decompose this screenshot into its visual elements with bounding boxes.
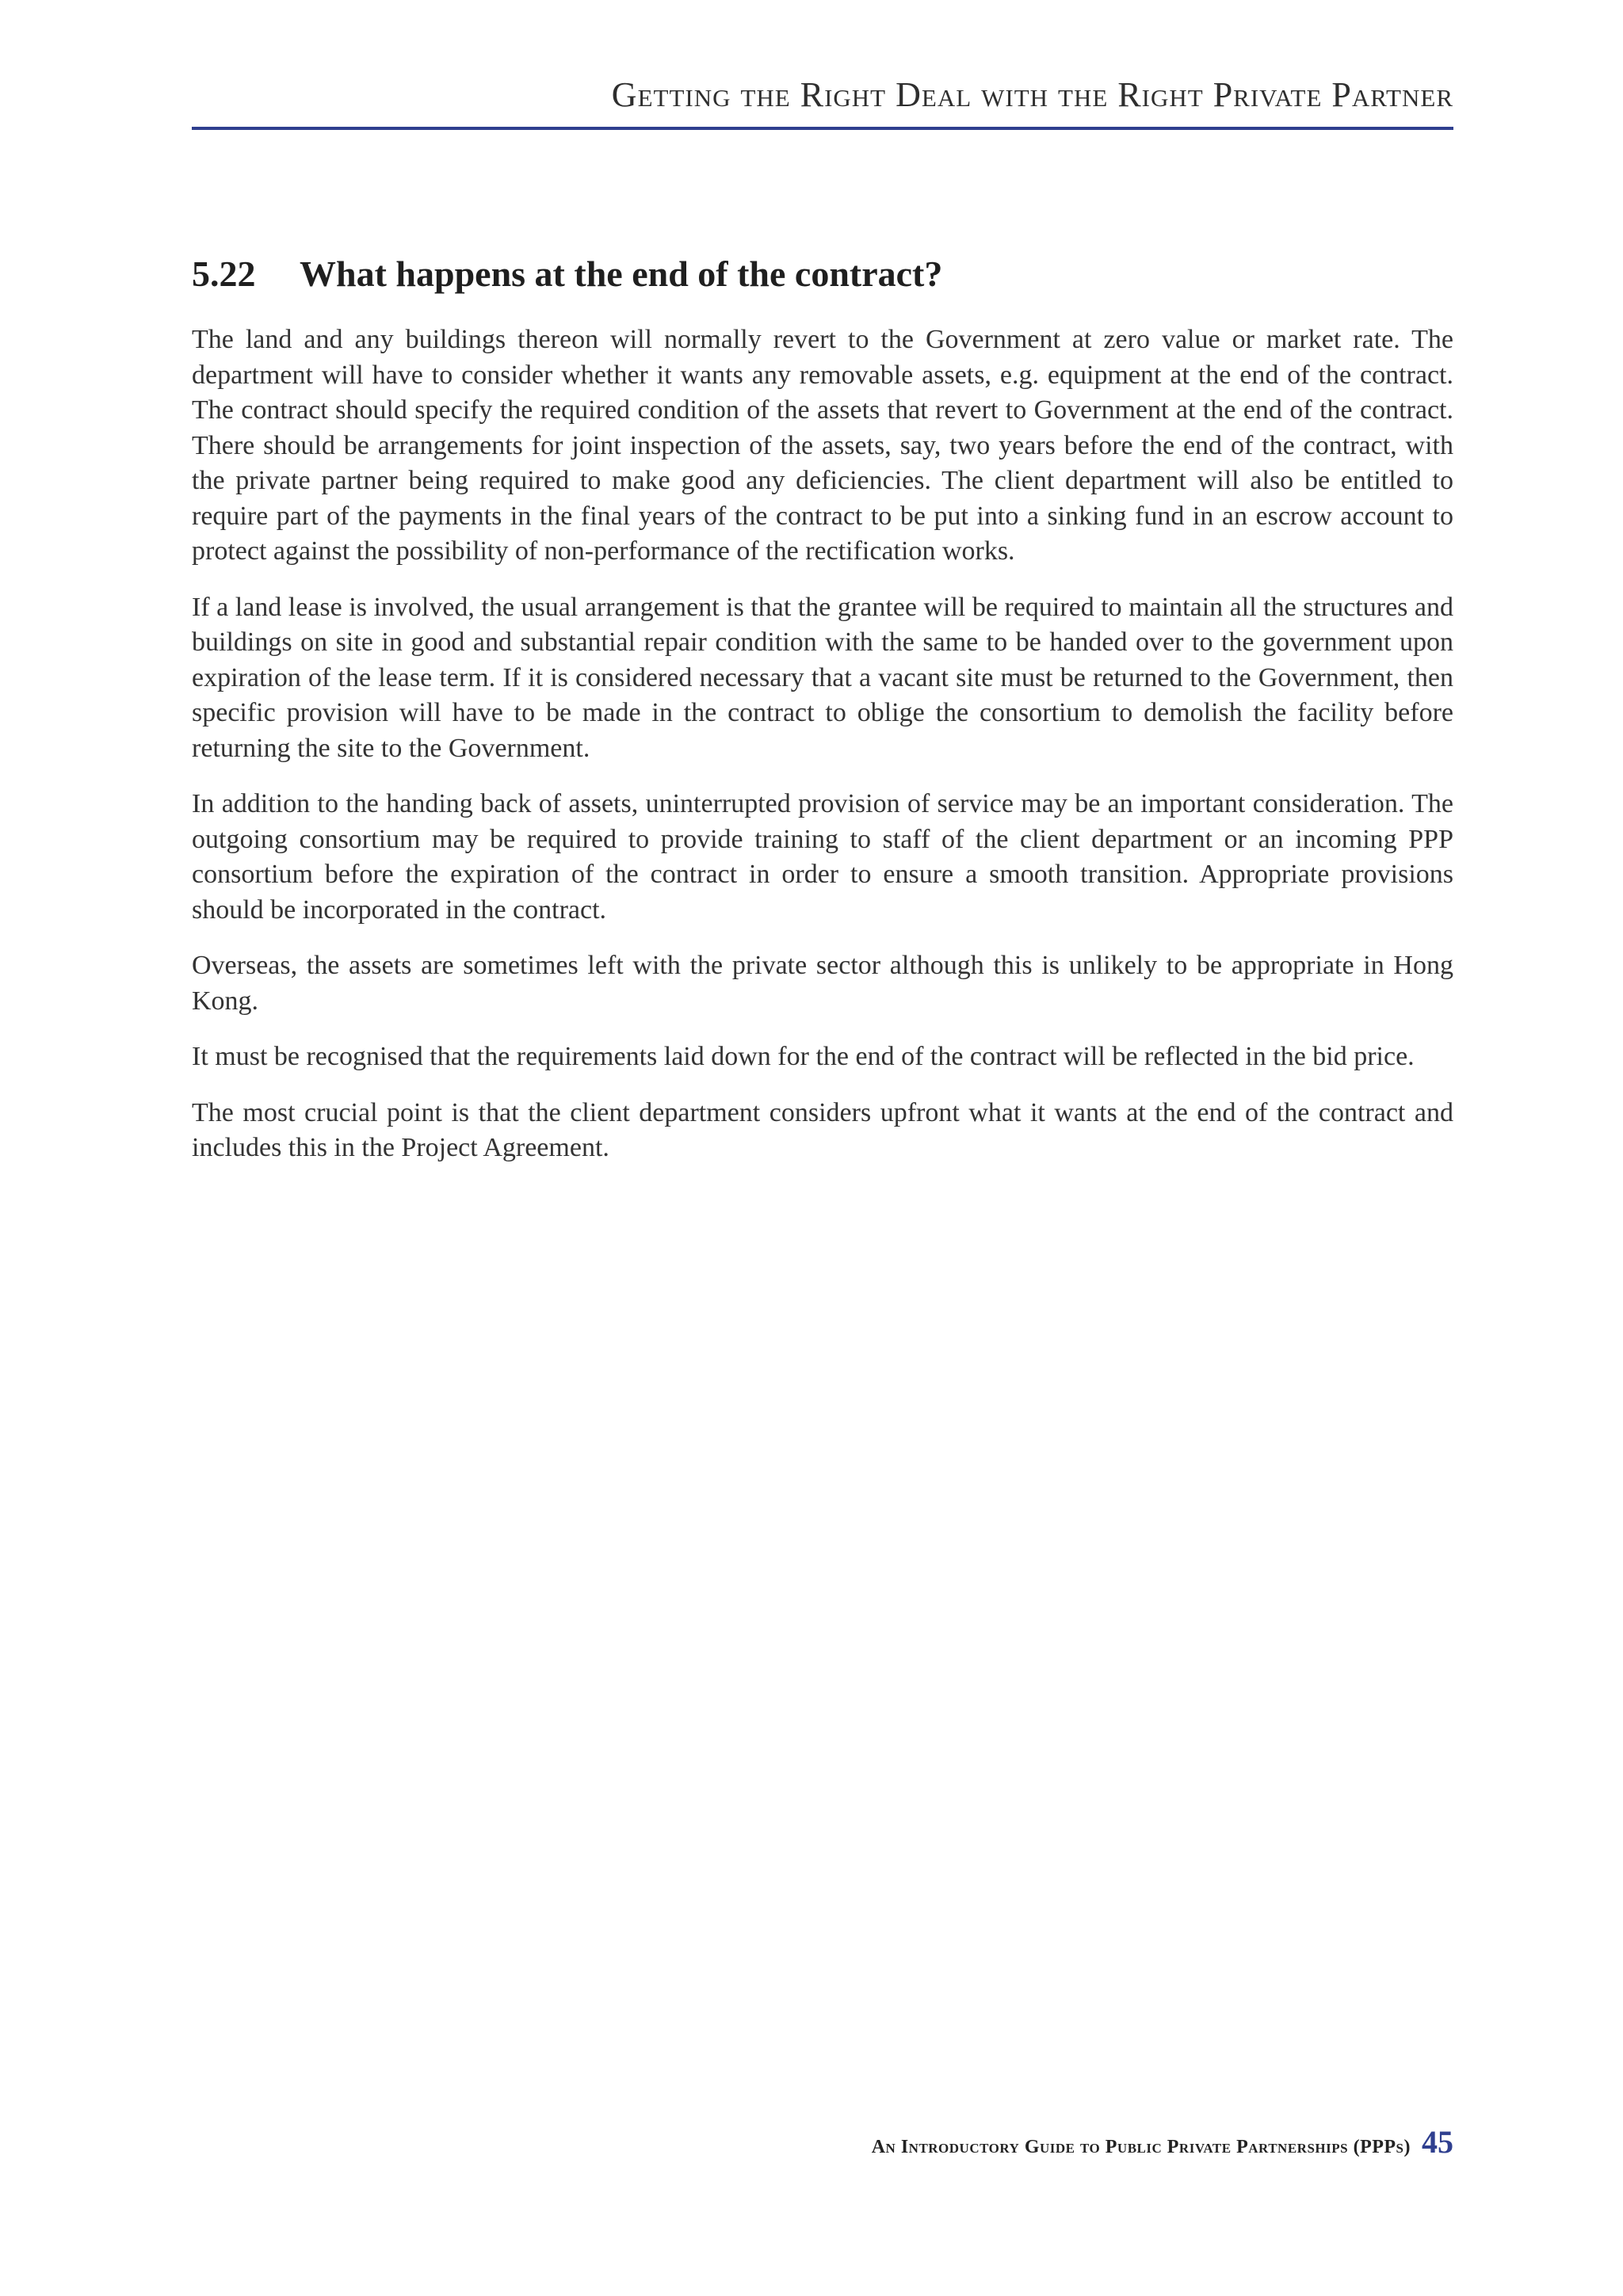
main-content [192,252,1453,1187]
paragraph-overseas-practice: Overseas, the assets are sometimes left with the private sector although this is unlikely to be appropriate in Hong Kong. [192,951,1453,1016]
page-footer [192,2123,1453,2161]
paragraph-crucial-point: The most crucial point is that the client department considers upfront what it wants at the end of the contract and includes this in the Project Agreement. [192,1097,1453,1163]
section-number: 5.22 [192,254,256,294]
paragraph-service-continuity: In addition to the handing back of assets, uninterrupted provision of service may be an important consideration. The outgoing consortium may be required to provide training to staff of the client department or an incoming PPP consortium before the expiration of the contract in order to ensure a smooth transition. Appropriate provisions should be incorporated in the contract. [192,789,1453,925]
header-rule [192,127,1453,130]
section-heading [192,252,1453,296]
paragraph-bid-price: It must be recognised that the requirements laid down for the end of the contract will be reflected in the bid price. [192,1042,1415,1072]
footer-guide-title: An Introductory Guide to Public Private Partnerships (PPPs) [871,2137,1411,2157]
paragraph-asset-reversion: The land and any buildings thereon will normally revert to the Government at zero value or market rate. The department will have to consider whether it wants any removable assets, e.g. equipment at the end of the contract. The contract should specify the required condition of the assets that revert to Government at the end of the contract. There should be arrangements for joint inspection of the assets, say, two years before the end of the contract, with the private partner being required to make good any deficiencies. The client department will also be entitled to require part of the payments in the final years of the contract to be put into a sinking fund in an escrow account to protect against the possibility of non-performance of the rectification works. [192,325,1453,566]
page-number: 45 [1422,2124,1453,2160]
running-header: Getting the Right Deal with the Right Private Partner [611,75,1453,114]
section-title: What happens at the end of the contract? [300,254,943,294]
paragraph-land-lease: If a land lease is involved, the usual arrangement is that the grantee will be required to maintain all the structures and buildings on site in good and substantial repair condition with the same to be handed over to the government upon expiration of the lease term. If it is considered necessary that a vacant site must be returned to the Government, then specific provision will have to be made in the contract to oblige the consortium to demolish the facility before returning the site to the Government. [192,592,1453,763]
